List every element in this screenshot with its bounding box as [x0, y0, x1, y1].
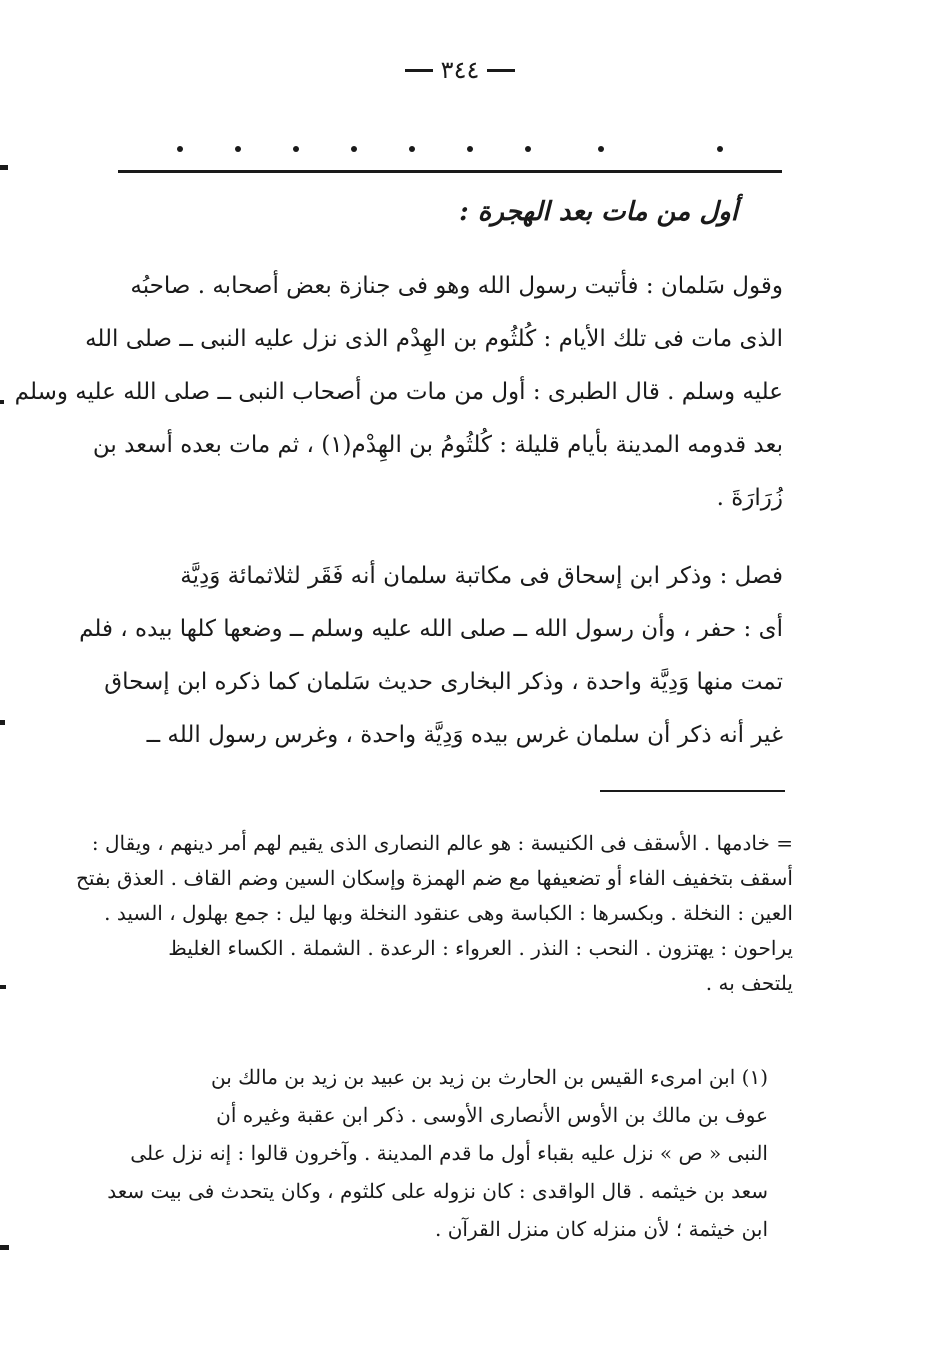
ornament-dot: [598, 146, 604, 152]
footnote-line: ابن خيثمة ؛ لأن منزله كان منزل القرآن .: [435, 1217, 768, 1241]
paragraph-second: [79, 550, 783, 762]
ornament-dot: [409, 146, 415, 152]
text-line: فصل : وذكر ابن إسحاق فى مكاتبة سلمان أنه فَقَر لثلاثمائة وَدِيَّة: [180, 563, 783, 589]
note-line: أسقف بتخفيف الفاء أو تضعيفها مع ضم الهمزة وإسكان السين وضم القاف . العذق بفتح: [75, 866, 793, 890]
paragraph-first: [14, 260, 783, 525]
scan-margin-mark: [0, 985, 6, 989]
ornament-dot: [235, 146, 241, 152]
scan-margin-mark: [0, 400, 4, 404]
text-line: غير أنه ذكر أن سلمان غرس بيده وَدِيَّة واحدة ، وغرس رسول الله ــ: [146, 722, 783, 748]
glossary-notes: [75, 826, 793, 1001]
text-line: عليه وسلم . قال الطبرى : أول من مات من أصحاب النبى ــ صلى الله عليه وسلم: [14, 379, 783, 405]
scan-margin-mark: [0, 165, 8, 170]
footnote-line: عوف بن مالك بن الأوس الأنصارى الأوسى . ذكر ابن عقبة وغيره أن: [216, 1103, 768, 1127]
footnote-line: سعد بن خيثمه . قال الواقدى : كان نزوله على كلثوم ، وكان يتحدث فى بيت سعد: [107, 1179, 768, 1203]
ornament-dot: [467, 146, 473, 152]
dash-left: [487, 69, 515, 72]
page-number: [380, 52, 540, 88]
ornament-dot: [177, 146, 183, 152]
scan-margin-mark: [0, 720, 5, 725]
footnote-separator: [600, 790, 785, 792]
ornament-dots: [160, 140, 760, 160]
text-line: تمت منها وَدِيَّة واحدة ، وذكر البخارى حديث سَلمان كما ذكره ابن إسحاق: [104, 669, 783, 695]
footnote-line: النبى « ص » نزل عليه بقباء أول ما قدم المدينة . وآخرون قالوا : إنه نزل على: [130, 1141, 768, 1165]
text-line: وقول سَلمان : فأتيت رسول الله وهو فى جنازة بعض أصحابه . صاحبُه: [130, 273, 783, 299]
ornament-dot: [717, 146, 723, 152]
ornament-dot: [351, 146, 357, 152]
footnote-1: [107, 1058, 768, 1248]
dash-right: [405, 69, 433, 72]
ornament-dot: [293, 146, 299, 152]
scan-margin-mark: [0, 1245, 9, 1250]
text-line: أى : حفر ، وأن رسول الله ــ صلى الله عليه وسلم ــ وضعها كلها بيده ، فلم: [79, 616, 783, 642]
text-line: بعد قدومه المدينة بأيام قليلة : كُلثُومُ بن الهِدْم(١) ، ثم مات بعده أسعد بن: [92, 432, 783, 458]
note-line: يلتحف به .: [705, 971, 793, 995]
top-rule: [118, 170, 782, 173]
ornament-dot: [525, 146, 531, 152]
note-line: = خادمها . الأسقف فى الكنيسة : هو عالم النصارى الذى يقيم لهم أمر دينهم ، ويقال :: [91, 831, 793, 855]
page-number-text: ٣٤٤: [440, 56, 480, 84]
text-line: زُرَارَةَ .: [716, 485, 783, 511]
note-line: يراحون : يهتزون . النحب : النذر . العرواء : الرعدة . الشملة . الكساء الغليظ: [168, 936, 793, 960]
section-heading: أول من مات بعد الهجرة :: [459, 197, 738, 227]
text-line: الذى مات فى تلك الأيام : كُلثُوم بن الهِدْم الذى نزل عليه النبى ــ صلى الله: [85, 326, 783, 352]
footnote-line: (١) ابن امرىء القيس بن الحارث بن زيد بن عبيد بن زيد بن مالك بن: [211, 1065, 768, 1089]
note-line: العين : النخلة . وبكسرها : الكباسة وهى عنقود النخلة وبها ليل : جمع بهلول ، السيد .: [104, 901, 793, 925]
